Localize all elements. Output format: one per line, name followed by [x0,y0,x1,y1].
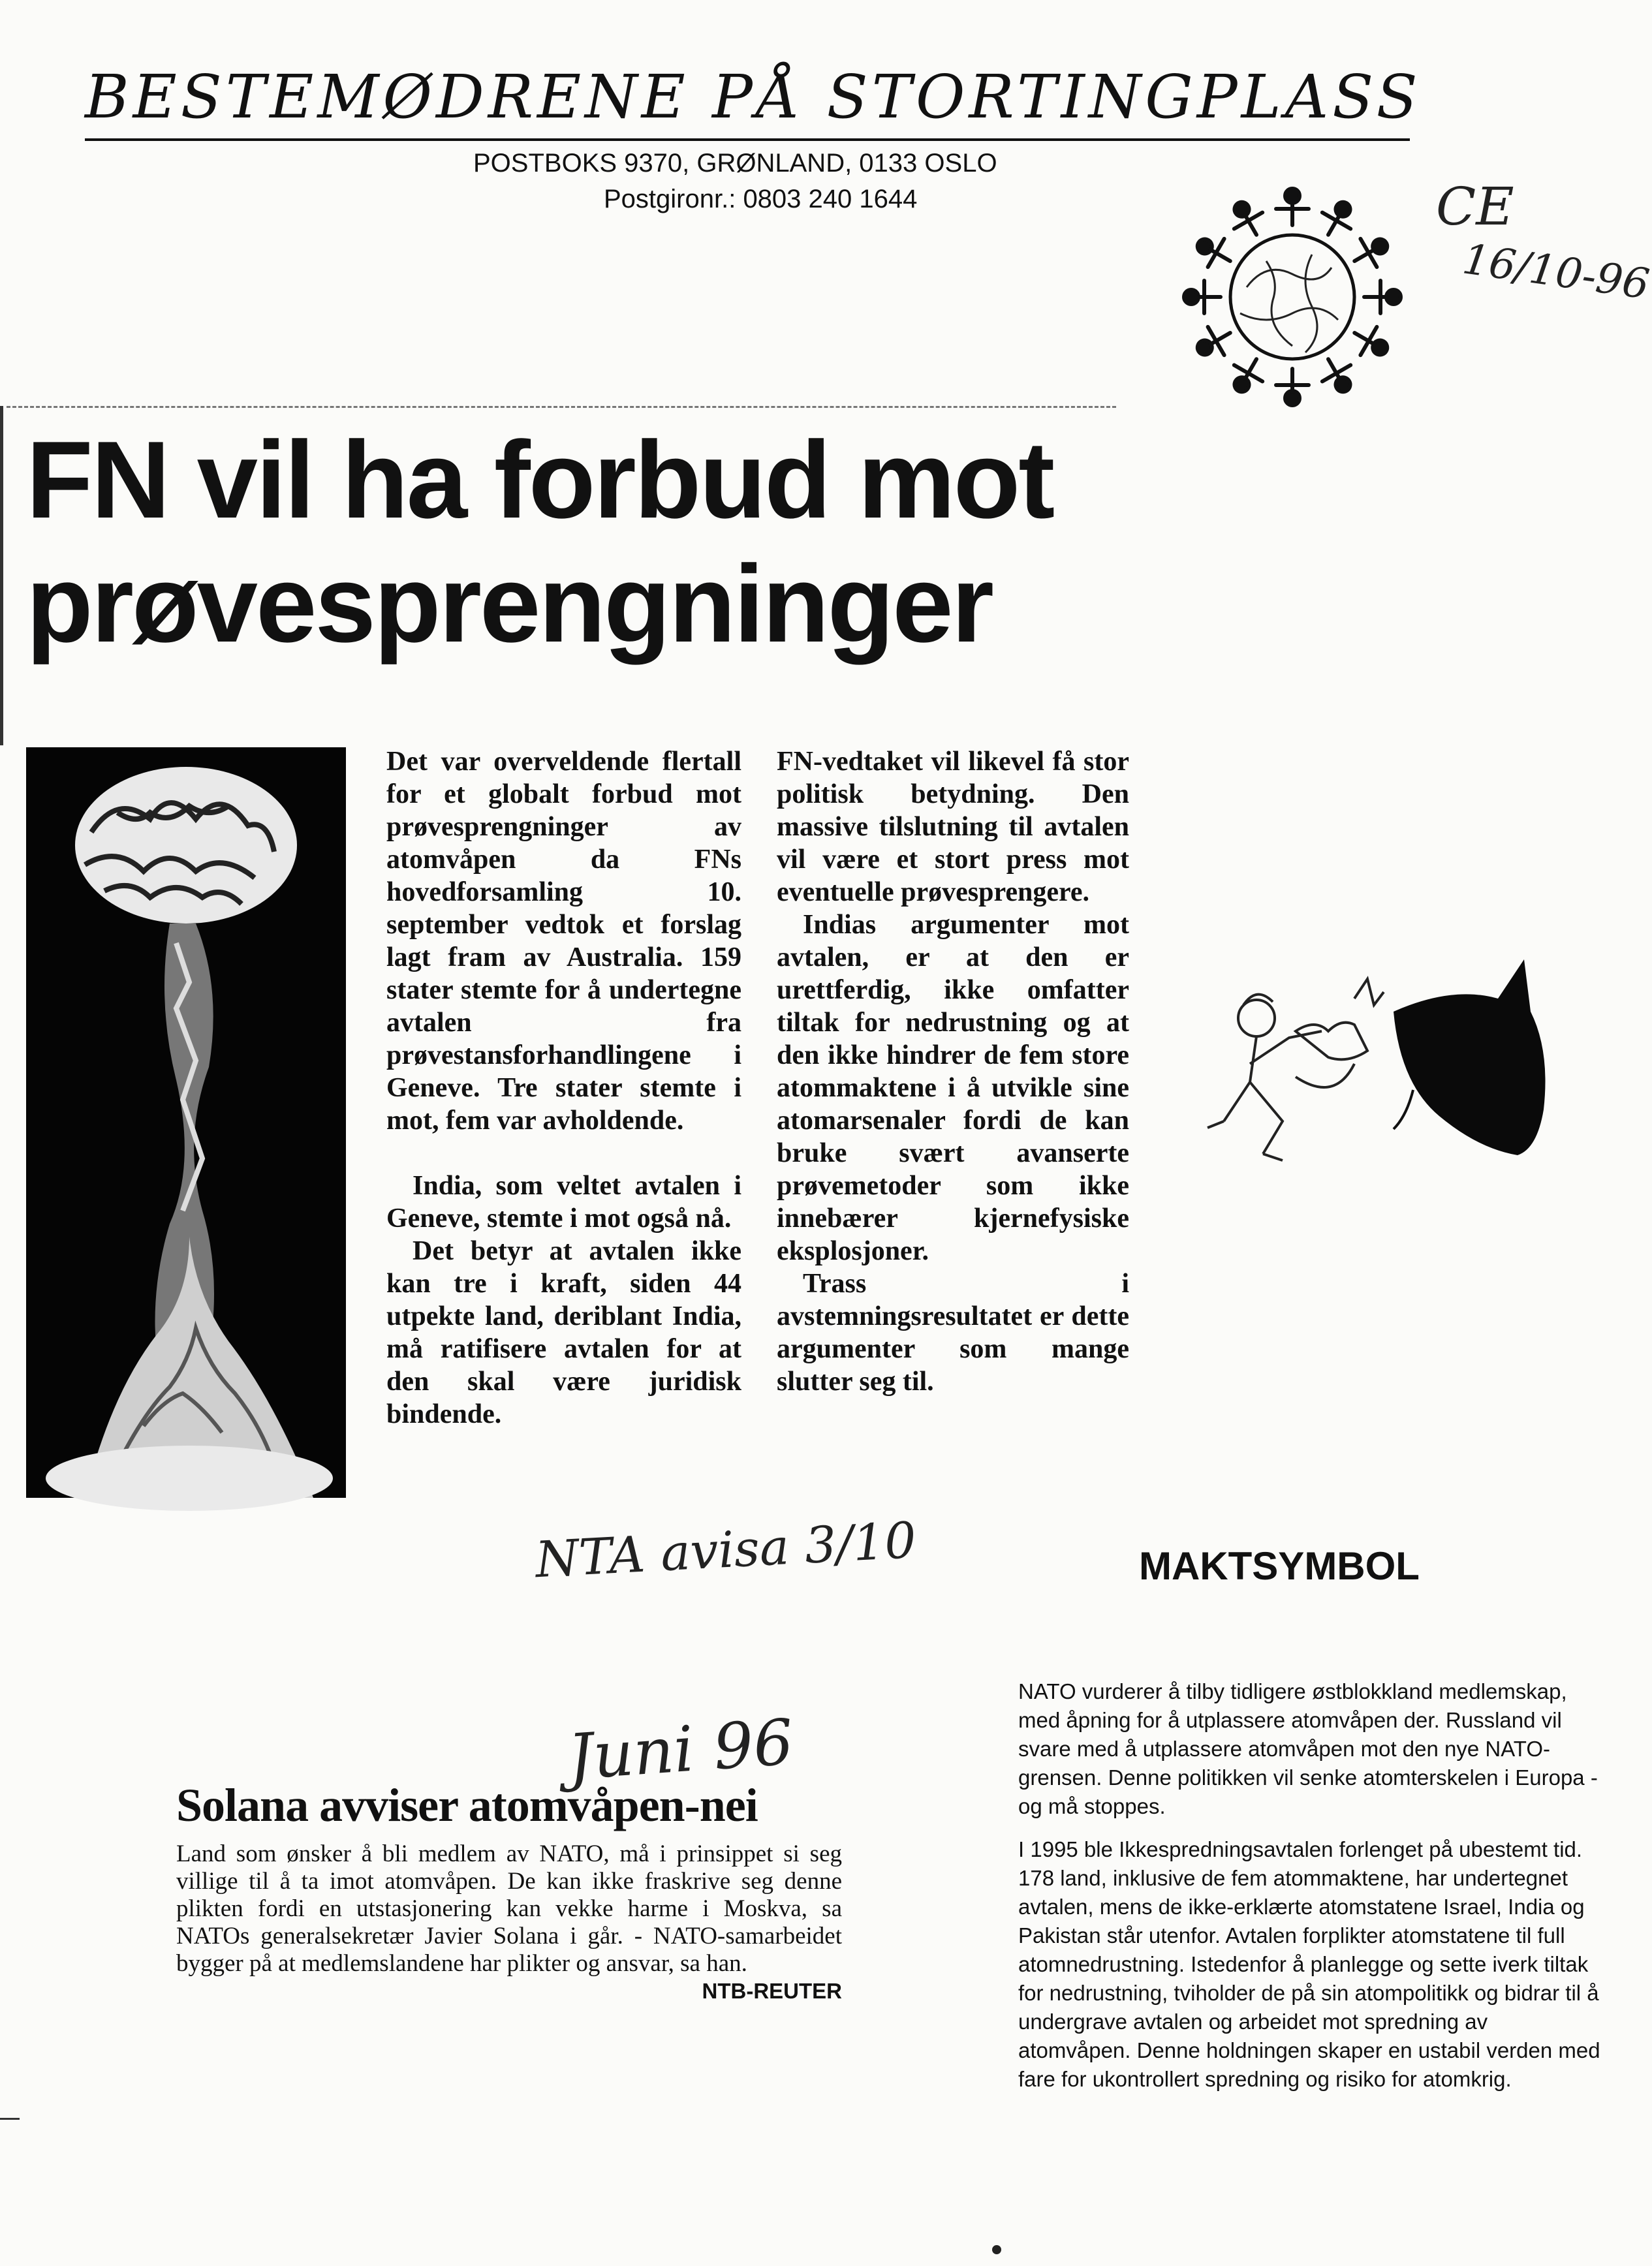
solana-headline: Solana avviser atomvåpen-nei [176,1779,758,1831]
col2-paragraph-2: Indias argumenter mot avtalen, er at den er urettferdig, ikke omfatter tiltak for nedrustning og at den ikke hindrer de fem store atommaktene i å utvikle sine atomarsenaler fordi de kan bruke svært avanserte prøvemetoder som ikke innebærer kjernefysiske eksplosjoner. [777,910,1129,1266]
solana-source: NTB-REUTER [702,1979,842,2003]
handwritten-corner-date: 16/10-96 [1459,235,1652,309]
article-column-2 [777,745,1129,1398]
margin-mark [0,2118,20,2120]
handwritten-date-note: Juni 96 [565,1705,796,1794]
headline-line-1: FN vil ha forbud mot [26,418,1053,541]
col1-paragraph-3: Det betyr at avtalen ikke kan tre i kraft, siden 44 utpekte land, deriblant India, må ratifisere avtalen for at den skal være juridisk bindende. [386,1236,741,1429]
ink-dot [992,2245,1001,2254]
headline-line-2: prøvesprengninger [26,542,992,665]
col2-paragraph-1: FN-vedtaket vil likevel få stor politisk betydning. Den massive tilslutning til avtalen vil være et stort press mot eventuelle prøvesprengere. [777,747,1129,907]
masthead-address: POSTBOKS 9370, GRØNLAND, 0133 OSLO [473,149,997,178]
clipping-edge-left [0,406,3,745]
article-headline [26,418,1188,666]
cartoon-bomb-illustration [1198,959,1550,1181]
col2-paragraph-3: Trass i avstemningsresultatet er dette argumenter som mange slutter seg til. [777,1269,1129,1397]
handwritten-corner-mark: CE [1436,176,1514,237]
maktsymbol-heading: MAKTSYMBOL [1139,1544,1420,1588]
handwritten-source-note: NTA avisa 3/10 [534,1510,918,1589]
masthead-title: BESTEMØDRENE PÅ STORTINGPLASS [85,62,1422,132]
clipping-edge [7,406,1116,408]
maktsymbol-paragraph-1: NATO vurderer å tilby tidligere østblokkland medlemskap, med åpning for å utplassere atomvåpen der. Russland vil svare med å utplassere atomvåpen mot den nye NATO-grensen. Denne politikken vil senke atomterskelen i Europa - og må stoppes. [1018,1679,1598,1818]
article-column-1 [386,745,741,1431]
solana-text: Land som ønsker å bli medlem av NATO, må i prinsippet si seg villige til å ta imot atomvåpen. De kan ikke fraskrive seg denne plikten fordi en utstasjonering kan vekke harme i Moskva, sa NATOs generalsekretær Javier Solana i går. - NATO-samarbeidet bygger på at medlemslandene har plikter og ansvar, sa han. [176,1840,842,1977]
maktsymbol-paragraph-2: I 1995 ble Ikkespredningsavtalen forlenget på ubestemt tid. 178 land, inklusive de fem atommaktene, har undertegnet avtalen, mens de ikke-erklærte atomstatene Israel, India og Pakistan står utenfor. Avtalen forplikter atomstatene til full atomnedrustning. Istedenfor å planlegge og sette iverk tiltak for nedrustning, tviholder de på sin atompolitikk og bidrar til å undergrave avtalen og arbeidet mot spredning av atomvåpen. Denne holdningen skaper en ustabil verden med fare for ukontrollert spredning og risiko for atomkrig. [1018,1837,1600,2091]
grandmothers-globe-logo [1155,157,1429,437]
masthead-rule [85,138,1410,141]
col1-paragraph-1: Det var overveldende flertall for et globalt forbud mot prøvesprengninger av atomvåpen da FNs hovedforsamling 10. september vedtok et forslag lagt fram av Australia. 159 stater stemte for å undertegne avtalen fra prøvestansforhandlingene i Geneve. Tre stater stemte i mot, fem var avholdende. [386,747,741,1136]
maktsymbol-body [1018,1677,1606,2094]
masthead-giro: Postgironr.: 0803 240 1644 [604,185,918,213]
mushroom-cloud-photo [26,747,346,1498]
solana-body [176,1840,842,2005]
col1-paragraph-2: India, som veltet avtalen i Geneve, stemte i mot også nå. [386,1171,741,1234]
